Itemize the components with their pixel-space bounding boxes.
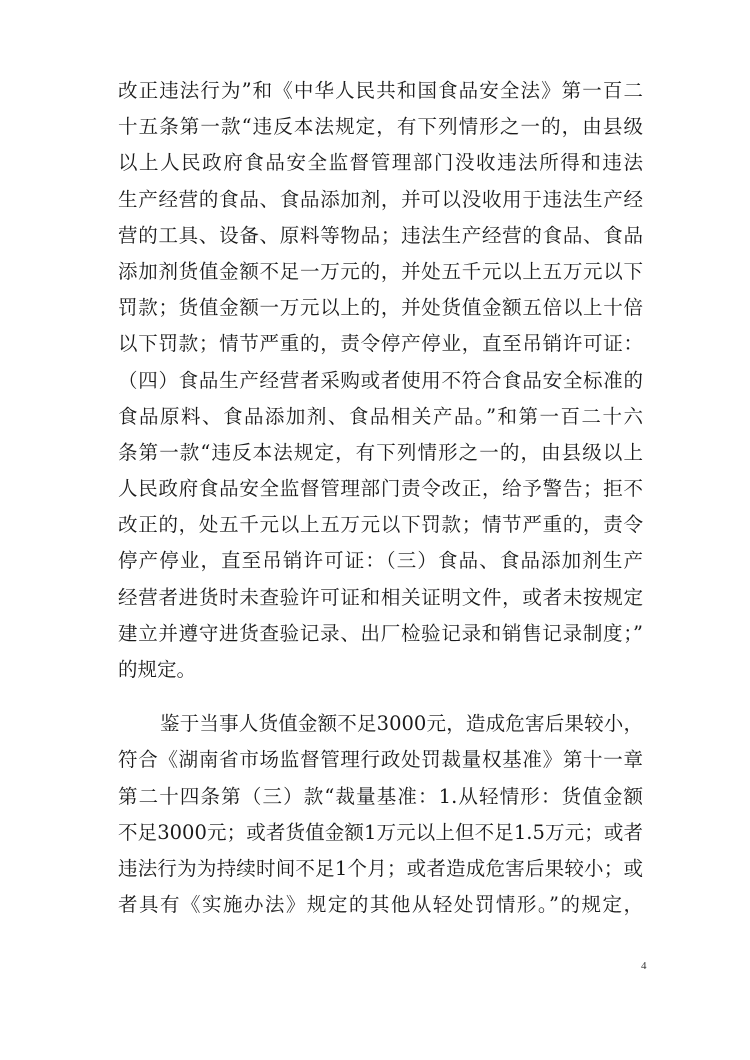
paragraph-line: 营的工具、设备、原料等物品；违法生产经营的食品、食品 [118,223,643,247]
paragraph-line: 十五条第一款“违反本法规定，有下列情形之一的，由县级 [118,115,643,139]
paragraph-line: 食品原料、食品添加剂、食品相关产品。”和第一百二十六 [118,404,643,428]
paragraph-line: 改正的，处五千元以上五万元以下罚款；情节严重的，责令 [118,513,643,537]
paragraph-line: 鉴于当事人货值金额不足3000元，造成危害后果较小， [160,712,643,736]
paragraph-line: 者具有《实施办法》规定的其他从轻处罚情形。”的规定， [118,893,643,917]
paragraph-line: （四）食品生产经营者采购或者使用不符合食品安全标准的 [118,368,643,392]
paragraph-line: 人民政府食品安全监督管理部门责令改正，给予警告；拒不 [118,477,643,501]
paragraph-line: 不足3000元；或者货值金额1万元以上但不足1.5万元；或者 [118,820,643,844]
page-number: 4 [641,960,647,972]
document-body [118,73,643,923]
paragraph-line: 生产经营的食品、食品添加剂，并可以没收用于违法生产经 [118,187,643,211]
paragraph-line: 改正违法行为”和《中华人民共和国食品安全法》第一百二 [118,79,643,102]
paragraph-line: 符合《湖南省市场监督管理行政处罚裁量权基准》第十一章 [118,748,643,772]
paragraph-gap [118,688,643,706]
paragraph-line: 条第一款“违反本法规定，有下列情形之一的，由县级以上 [118,440,643,464]
paragraph-line: 的规定。 [118,658,197,681]
paragraph-line: 以下罚款；情节严重的，责令停产停业，直至吊销许可证： [118,332,643,356]
paragraph-line: 罚款；货值金额一万元以上的，并处货值金额五倍以上十倍 [118,296,643,320]
paragraph-line: 违法行为为持续时间不足1个月；或者造成危害后果较小；或 [118,856,643,880]
paragraph-line: 经营者进货时未查验许可证和相关证明文件，或者未按规定 [118,585,643,609]
paragraph-line: 停产停业，直至吊销许可证：（三）食品、食品添加剂生产 [118,549,643,573]
paragraph-line: 以上人民政府食品安全监督管理部门没收违法所得和违法 [118,151,643,175]
paragraph-line: 添加剂货值金额不足一万元的，并处五千元以上五万元以下 [118,259,643,283]
paragraph-line: 第二十四条第（三）款“裁量基准：1.从轻情形：货值金额 [118,784,643,808]
paragraph-line: 建立并遵守进货查验记录、出厂检验记录和销售记录制度；” [118,621,643,645]
